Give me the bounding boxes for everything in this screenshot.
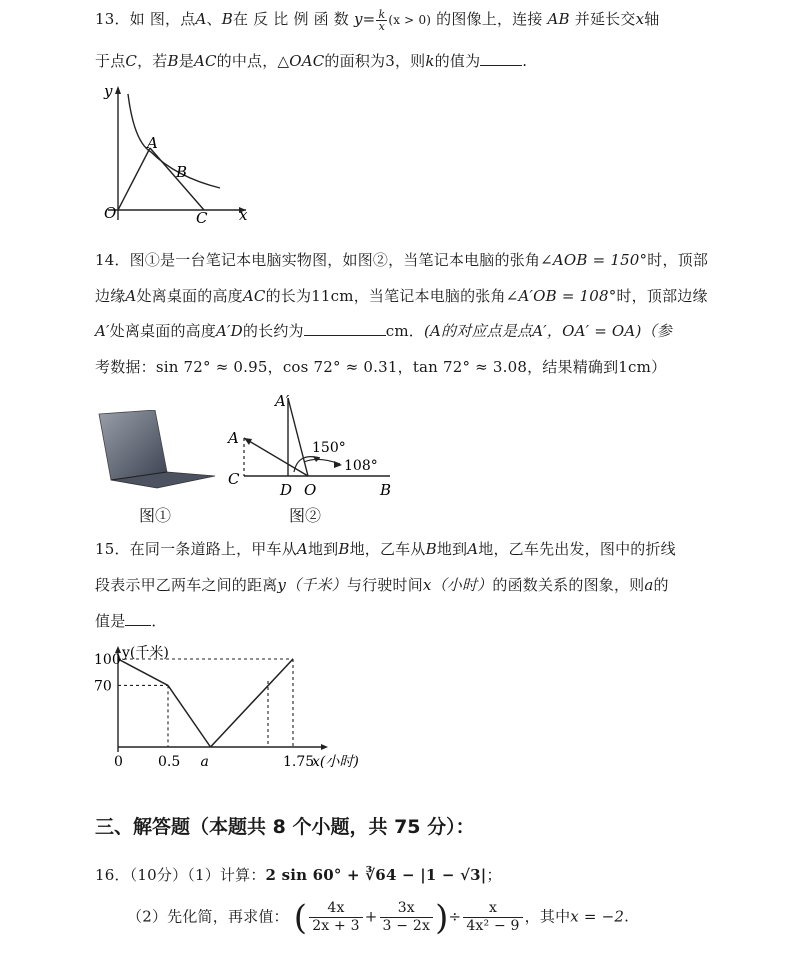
right-paren: ) xyxy=(435,897,449,938)
laptop-screen xyxy=(99,410,167,480)
answer-blank xyxy=(480,51,522,66)
fig2-caption: 图② xyxy=(289,506,322,525)
q13-line1: 13．如 图，点A、B在 反 比 例 函 数 y= $\frac{k}{x}$ (x > 0) 的图像上，连接 AB 并延长交x轴 xyxy=(95,7,660,33)
answer-blank xyxy=(304,321,386,336)
q14-line2: 边缘A处离桌面的高度AC的长为11cm，当笔记本电脑的张角∠A′OB = 108°时，顶部边缘 xyxy=(95,287,708,305)
x-tick-label: 0.5 xyxy=(158,754,181,770)
label-x: x xyxy=(239,206,248,224)
segment-oa xyxy=(244,438,308,476)
label-c: C xyxy=(196,209,208,227)
answer-blank xyxy=(125,611,151,626)
label-a-prime: A′ xyxy=(275,392,290,410)
x-tick-label: 1.75 xyxy=(283,754,315,770)
label-b: B xyxy=(176,163,188,181)
y-tick-label: 100 xyxy=(94,652,121,668)
label-y: y xyxy=(104,82,113,100)
hyperbola-curve xyxy=(128,94,220,188)
point-b: B xyxy=(221,10,233,28)
label-b: B xyxy=(380,481,392,499)
q14-line3: A′处离桌面的高度A′D的长约为 cm．(A的对应点是点A′，OA′ = OA)（参 xyxy=(95,322,672,340)
q15-line2: 段表示甲乙两车之间的距离y（千米）与行驶时间x（小时）的函数关系的图象，则a的 xyxy=(95,576,669,594)
series-segment xyxy=(118,659,168,685)
k-over-x-fraction: $\frac{k}{x}$ xyxy=(378,7,386,33)
y-axis-arrow xyxy=(115,86,121,94)
label-a: A xyxy=(228,429,239,447)
label-d: D xyxy=(280,481,293,499)
series-segment xyxy=(168,685,211,747)
label-c: C xyxy=(228,470,240,488)
segment-oa xyxy=(118,148,150,210)
fig1-caption: 图① xyxy=(139,506,172,525)
fraction-2: $\frac{3x}{3 - 2x}$ xyxy=(380,900,434,935)
q13-figure xyxy=(96,82,256,227)
q16-part1: 16．（10分）（1）计算：2 sin 60° + ∛64 − |1 − √3|； xyxy=(95,866,502,884)
segment-oa-prime xyxy=(288,398,308,476)
arc-108-arrow xyxy=(334,461,342,468)
fraction-3: $\frac{x}{\text{4x² − 9}}$ xyxy=(463,900,522,935)
left-paren: ( xyxy=(293,897,308,938)
x-tick-label: a xyxy=(200,754,209,770)
q14-figure xyxy=(222,386,397,501)
section-title: 三、解答题（本题共 8 个小题，共 75 分）： xyxy=(95,816,475,838)
y-axis-label: y(千米) xyxy=(122,645,169,661)
q14-line1: 14．图①是一台笔记本电脑实物图，如图②，当笔记本电脑的张角∠AOB = 150°时，顶部 xyxy=(95,251,709,269)
point-a: A xyxy=(195,10,207,28)
q13-line2: 于点C，若B是AC的中点，△OAC的面积为3，则k的值为 . xyxy=(95,52,528,70)
fraction-1: $\frac{4x}{2x + 3}$ xyxy=(309,900,363,935)
label-o: O xyxy=(104,204,117,222)
q14-line4: 考数据：sin 72° ≈ 0.95，cos 72° ≈ 0.31，tan 72° ≈ 3.08，结果精确到1cm） xyxy=(95,358,667,376)
label-108: 108° xyxy=(344,458,378,474)
q15-line3: 值是 ． xyxy=(95,612,167,630)
y-tick-label: 70 xyxy=(94,678,112,695)
distance-time-chart xyxy=(94,640,374,775)
q16-part2: （2）先化简，再求值： ( $\frac{4x}{2x + 3}$ + $\frac{3x}{3 - 2x}$ )÷ $\frac{x}{\text{4x² − 9}}$ ，其中x = −2. xyxy=(127,897,630,938)
q15-line1: 15．在同一条道路上，甲车从A地到B地，乙车从B地到A地，乙车先出发，图中的折线 xyxy=(95,540,676,558)
label-a: A xyxy=(147,134,158,152)
x-axis-arrow xyxy=(321,744,328,750)
label-o: O xyxy=(304,481,317,499)
x-axis-label: x(小时) xyxy=(312,754,359,770)
x-tick-label: 0 xyxy=(114,754,123,770)
laptop-photo xyxy=(97,410,217,490)
series-segment xyxy=(211,659,294,747)
label-150: 150° xyxy=(312,440,346,456)
